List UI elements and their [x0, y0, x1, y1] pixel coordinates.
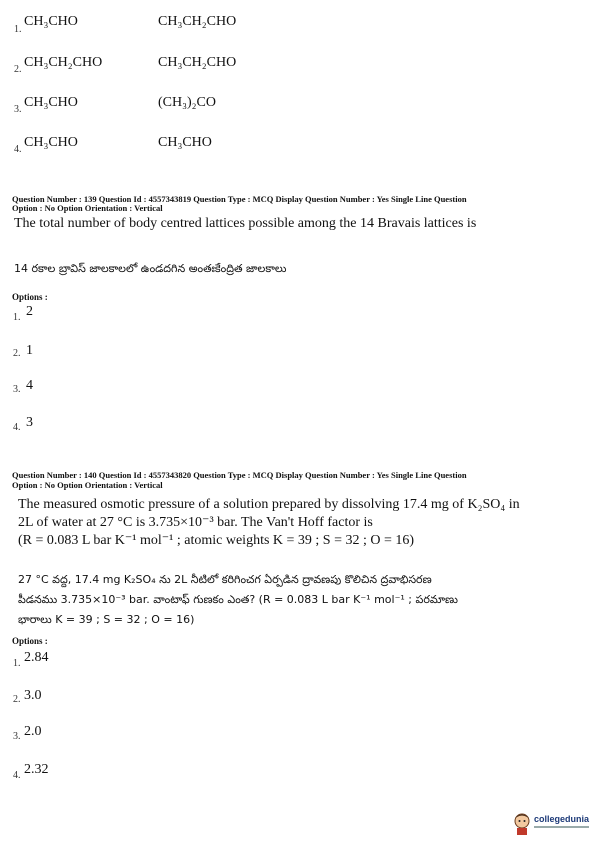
option-number: 3.	[13, 384, 21, 395]
option-value: 3.0	[24, 688, 42, 703]
question-stem-telugu-line3: భారాలు K = 39 ; S = 32 ; O = 16)	[18, 613, 195, 626]
question-stem-english: The total number of body centred lattices possible among the 14 Bravais lattices is	[14, 216, 477, 231]
option-number: 2.	[14, 64, 22, 75]
option-number: 4.	[13, 770, 21, 781]
option-left: CH₃CHO	[24, 135, 78, 150]
option-value: 2.32	[24, 762, 49, 777]
option-number: 3.	[13, 731, 21, 742]
option-value: 2.0	[24, 724, 42, 739]
option-value: 1	[26, 343, 33, 358]
option-number: 4.	[14, 144, 22, 155]
option-number: 2.	[13, 348, 21, 359]
options-label: Options :	[12, 292, 48, 302]
option-number: 3.	[14, 104, 22, 115]
option-value: 2.84	[24, 650, 49, 665]
question-meta: Question Number : 139 Question Id : 4557343819 Question Type : MCQ Display Question Number : Yes Single Line Question	[12, 194, 467, 204]
collegedunia-logo	[512, 810, 592, 838]
option-number: 1.	[13, 658, 21, 669]
option-left: CH₃CH₂CHO	[24, 55, 103, 70]
option-number: 2.	[13, 694, 21, 705]
option-right: CH₃CH₂CHO	[158, 55, 237, 70]
question-meta: Question Number : 140 Question Id : 4557343820 Question Type : MCQ Display Question Number : Yes Single Line Question	[12, 470, 467, 480]
question-stem-english-line1: The measured osmotic pressure of a solution prepared by dissolving 17.4 mg of K₂SO₄ in	[18, 497, 520, 512]
question-stem-telugu: 14 రకాల బ్రావిస్ జాలకాలలో ఉండదగిన అంతఃకేంద్రిత జాలకాలు	[14, 262, 287, 275]
option-value: 2	[26, 304, 33, 319]
logo-text: collegedunia	[534, 814, 590, 824]
options-label: Options :	[12, 636, 48, 646]
mascot-icon	[512, 812, 532, 836]
question-meta-options: Option : No Option Orientation : Vertical	[12, 203, 163, 213]
option-right: (CH₃)₂CO	[158, 95, 216, 110]
question-stem-telugu-line1: 27 °C వద్ద, 17.4 mg K₂SO₄ ను 2L నీటిలో కరిగించగ ఏర్పడిన ద్రావణపు కొలిచిన ద్రవాభిసరణ	[18, 573, 432, 586]
option-number: 4.	[13, 422, 21, 433]
option-number: 1.	[14, 24, 22, 35]
question-stem-english-line2: 2L of water at 27 °C is 3.735×10⁻³ bar. The Van't Hoff factor is	[18, 515, 373, 530]
option-number: 1.	[13, 312, 21, 323]
option-value: 4	[26, 378, 33, 393]
option-right: CH₃CH₂CHO	[158, 14, 237, 29]
option-right: CH₃CHO	[158, 135, 212, 150]
option-left: CH₃CHO	[24, 14, 78, 29]
question-meta-options: Option : No Option Orientation : Vertical	[12, 480, 163, 490]
logo-tagline-bar	[534, 826, 589, 828]
option-left: CH₃CHO	[24, 95, 78, 110]
question-stem-telugu-line2: పీడనము 3.735×10⁻³ bar. వాంటాఫ్ గుణకం ఎంత? (R = 0.083 L bar K⁻¹ mol⁻¹ ; పరమాణు	[18, 593, 458, 606]
question-stem-english-line3: (R = 0.083 L bar K⁻¹ mol⁻¹ ; atomic weights K = 39 ; S = 32 ; O = 16)	[18, 533, 415, 548]
option-value: 3	[26, 415, 33, 430]
